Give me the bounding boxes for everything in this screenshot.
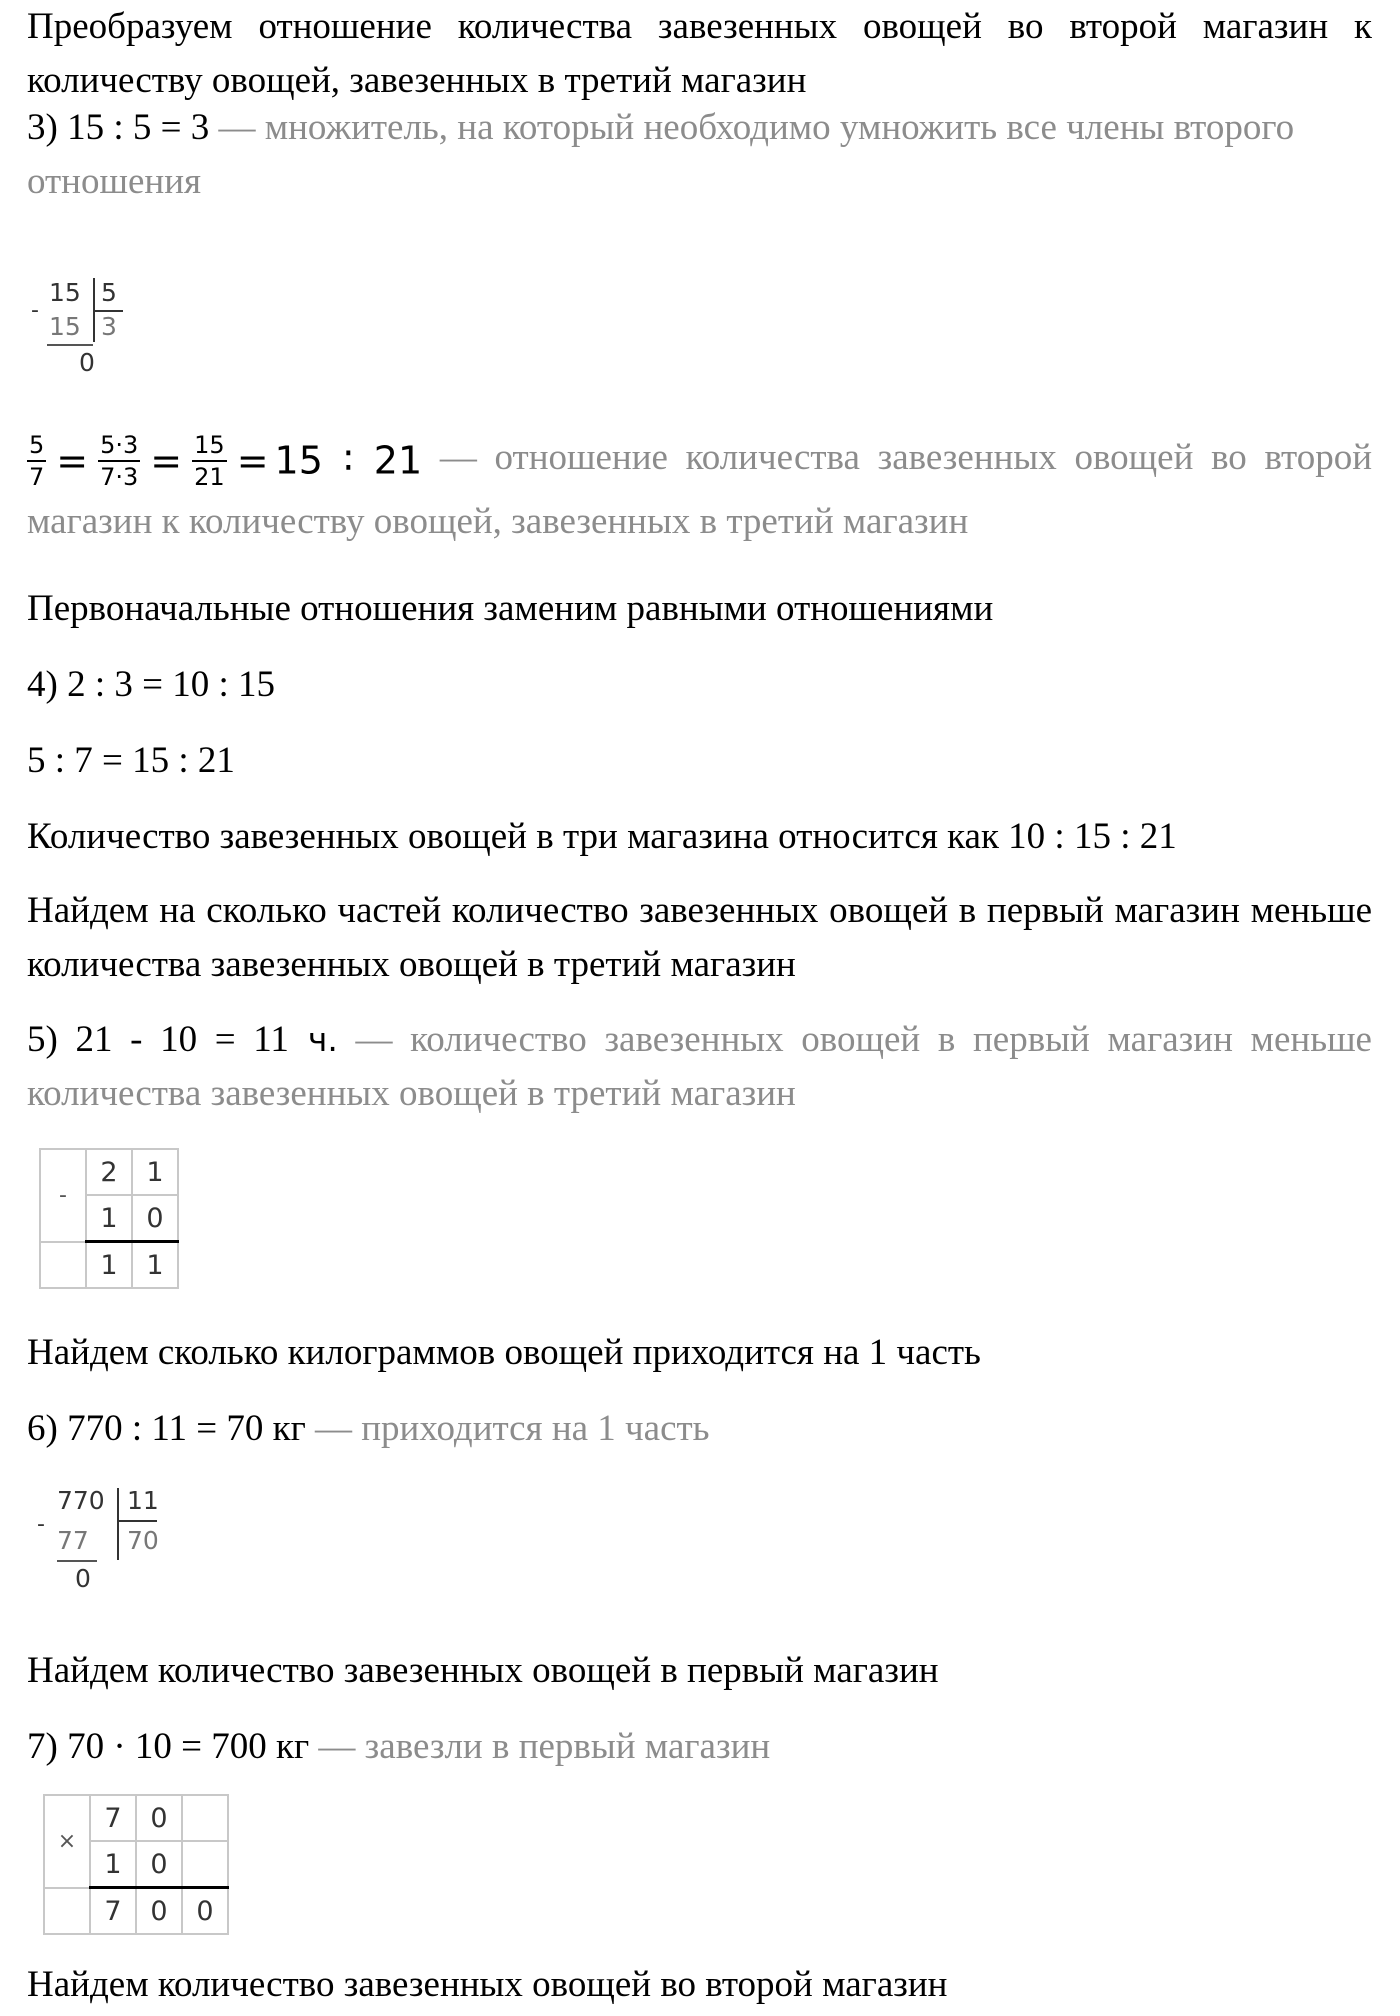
paragraph-replace-ratios: Первоначальные отношения заменим равными отношениями: [27, 588, 994, 629]
grid-cell: 7: [90, 1888, 136, 1935]
equals-sign: =: [56, 438, 89, 483]
division-dividend: 770: [57, 1486, 105, 1515]
multiplication-sign-cell: [44, 1795, 90, 1888]
long-division-15-by-5: [27, 270, 147, 390]
fraction-15-21: [192, 430, 227, 492]
fraction-chain-paragraph: [27, 428, 1372, 552]
fraction-numerator: 5·3: [98, 430, 140, 462]
grid-cell: [40, 1242, 86, 1289]
step-6-expression: 6) 770 : 11 = 70 кг: [27, 1408, 306, 1449]
fraction-denominator: 7: [29, 462, 45, 491]
step-5-comment: — количество завезенных овощей в первый магазин меньше количества завезенных овощей в третий магазин: [27, 1019, 1372, 1114]
grid-cell: 1: [132, 1149, 178, 1195]
ratio-result: 15 ∶ 21: [274, 438, 423, 483]
grid-cell: 1: [86, 1242, 132, 1289]
step-5-expression: 5) 21 - 10 = 11: [27, 1019, 289, 1060]
division-subtrahend: 15: [49, 312, 81, 341]
division-remainder: 0: [75, 1564, 91, 1593]
step-7: [27, 1720, 1372, 1774]
grid-cell: 0: [136, 1888, 182, 1935]
step-7-expression: 7) 70 · 10 = 700 кг: [27, 1726, 310, 1767]
division-quotient: 3: [101, 312, 117, 341]
fraction-5x3-7x3: [98, 430, 140, 492]
grid-cell: 1: [86, 1195, 132, 1242]
column-subtraction-grid: [39, 1148, 179, 1289]
grid-cell: 0: [132, 1195, 178, 1242]
grid-cell: 1: [132, 1242, 178, 1289]
step-6-comment: — приходится на 1 часть: [305, 1408, 710, 1449]
grid-cell: 1: [90, 1841, 136, 1888]
grid-cell: [44, 1888, 90, 1935]
remainder-line: [47, 344, 93, 346]
division-minus-sign: -: [31, 298, 39, 323]
step-3-expression: 3) 15 : 5 = 3: [27, 107, 210, 148]
step-5: [27, 1013, 1372, 1121]
grid-cell: [182, 1795, 228, 1841]
paragraph-find-second-store: Найдем количество завезенных овощей во второй магазин: [27, 1964, 948, 2005]
subtraction-sign-cell: [40, 1149, 86, 1242]
paragraph-find-one-part: Найдем сколько килограммов овощей приходится на 1 часть: [27, 1332, 981, 1373]
division-subtrahend: 77: [57, 1526, 89, 1555]
step-3: [27, 101, 1372, 209]
division-minus-sign: -: [37, 1512, 45, 1537]
grid-cell: 7: [90, 1795, 136, 1841]
division-dividend: 15: [49, 278, 81, 307]
grid-cell: 0: [182, 1888, 228, 1935]
equals-sign: =: [150, 438, 183, 483]
fraction-numerator: 5: [27, 430, 46, 462]
remainder-line: [57, 1560, 97, 1562]
step-5-unit: ч.: [288, 1020, 338, 1059]
division-remainder: 0: [79, 348, 95, 377]
paragraph-find-first-store: Найдем количество завезенных овощей в первый магазин: [27, 1650, 939, 1691]
fraction-chain-comment: — отношение количества завезенных овощей во второй магазин к количеству овощей, завезенных в третий магазин: [27, 437, 1372, 542]
paragraph-convert-ratio: Преобразуем отношение количества завезенных овощей во второй магазин к количеству овощей, завезенных в третий магазин: [27, 6, 1372, 101]
grid-cell: 2: [86, 1149, 132, 1195]
division-divisor: 5: [101, 278, 117, 307]
quotient-line: [117, 1520, 157, 1522]
subtraction-sign: -: [59, 1182, 67, 1208]
equals-sign: =: [236, 438, 269, 483]
division-quotient: 70: [127, 1526, 159, 1555]
fraction-numerator: 15: [192, 430, 227, 462]
grid-cell: 0: [136, 1841, 182, 1888]
grid-cell: 0: [136, 1795, 182, 1841]
fraction-denominator: 21: [194, 462, 225, 491]
paragraph-combined-ratio: Количество завезенных овощей в три магазина относится как 10 : 15 : 21: [27, 816, 1177, 857]
column-multiplication-grid: [43, 1794, 229, 1935]
step-4-second-ratio: 5 : 7 = 15 : 21: [27, 740, 235, 781]
step-4: 4) 2 : 3 = 10 : 15: [27, 664, 275, 705]
division-bar: [117, 1488, 119, 1560]
step-6: [27, 1402, 1372, 1456]
fraction-denominator: 7·3: [100, 462, 139, 491]
step-3-comment: — множитель, на который необходимо умножить все члены второго отношения: [27, 107, 1295, 202]
grid-cell: [182, 1841, 228, 1888]
paragraph-find-difference: Найдем на сколько частей количество завезенных овощей в первый магазин меньше количества завезенных овощей в третий магазин: [27, 890, 1372, 985]
fraction-5-7: [27, 430, 46, 492]
division-divisor: 11: [127, 1486, 159, 1515]
step-7-comment: — завезли в первый магазин: [309, 1726, 771, 1767]
long-division-770-by-11: [27, 1478, 187, 1608]
multiplication-sign: ×: [57, 1828, 77, 1854]
